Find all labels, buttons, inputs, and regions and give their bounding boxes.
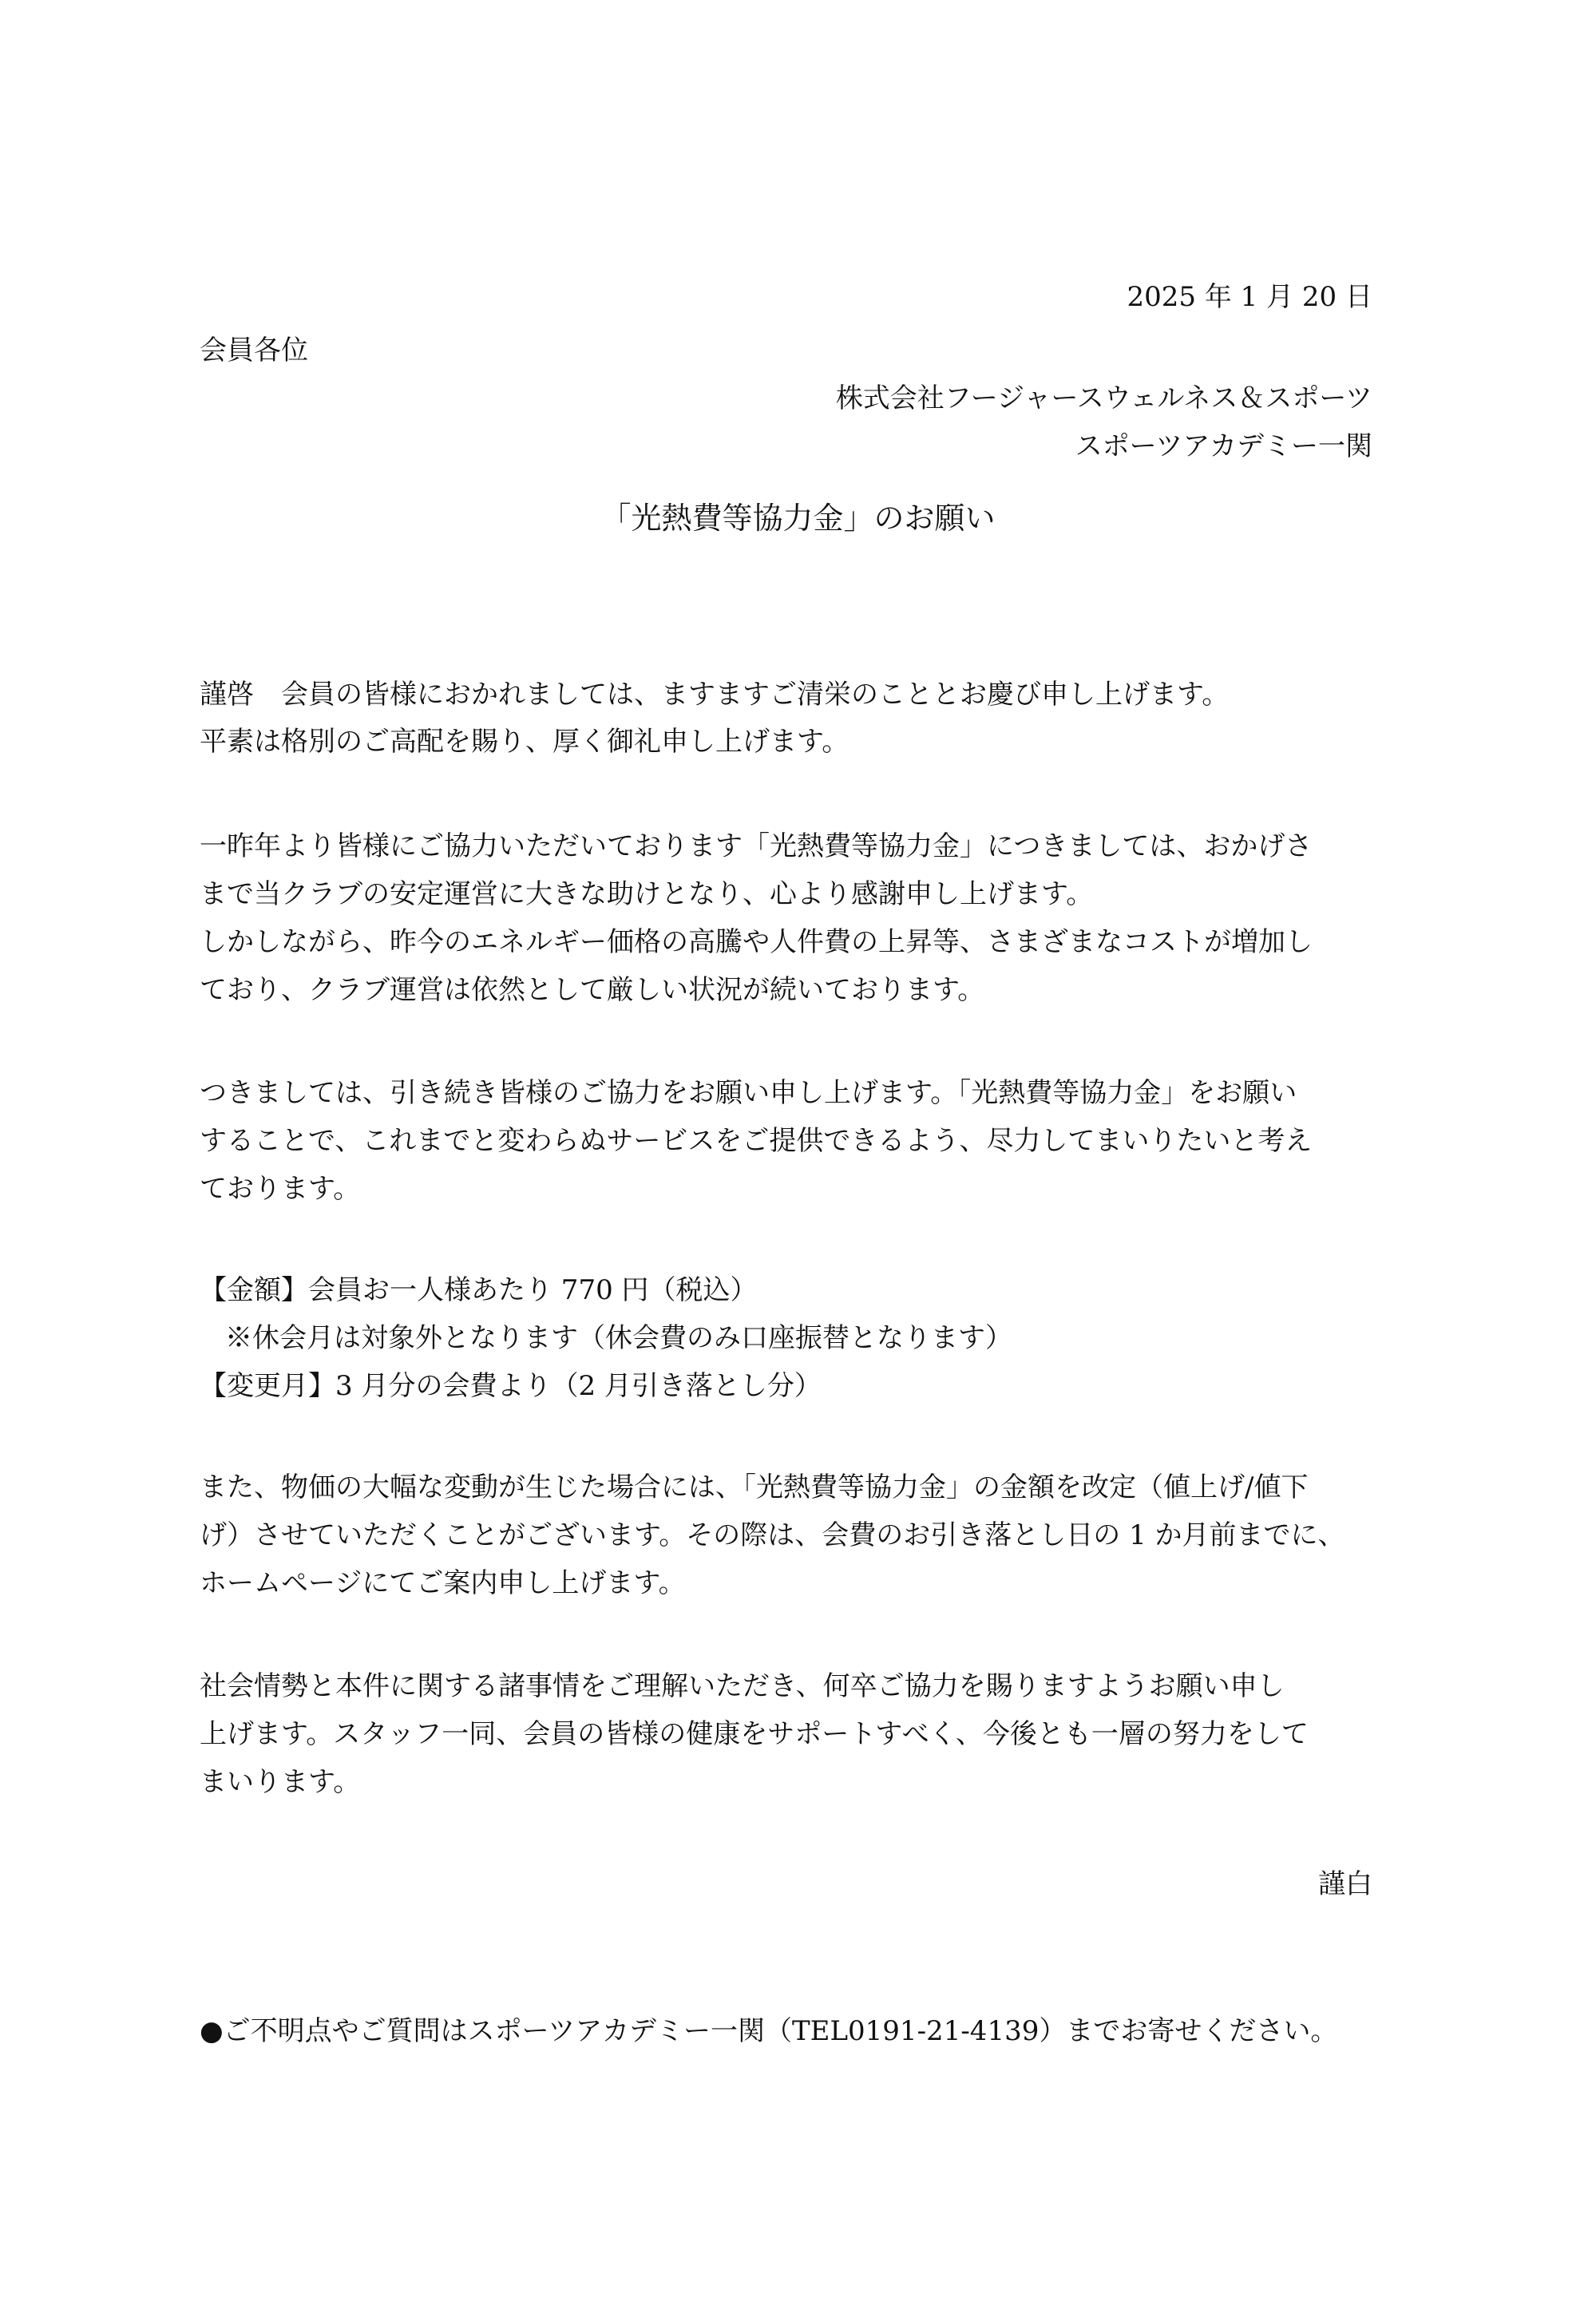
paragraph-line: つきましては、引き続き皆様のご協力をお願い申し上げます。「光熱費等協力金」をお願い	[200, 1077, 1297, 1109]
paragraph-line: しかしながら、昨今のエネルギー価格の高騰や人件費の上昇等、さまざまなコストが増加し	[200, 926, 1313, 958]
closing-word: 謹白	[1318, 1868, 1372, 1900]
paragraph-line: まで当クラブの安定運営に大きな助けとなり、心より感謝申し上げます。	[200, 878, 1094, 910]
contact-note: ●ご不明点やご質問はスポーツアカデミー一関（TEL0191-21-4139）までお寄せください。	[200, 2015, 1338, 2047]
paragraph-line: ホームページにてご案内申し上げます。	[200, 1567, 686, 1599]
suspension-note: ※休会月は対象外となります（休会費のみ口座振替となります）	[225, 1322, 1012, 1354]
paragraph-line: することで、これまでと変わらぬサービスをご提供できるよう、尽力してまいりたいと考え	[200, 1125, 1313, 1157]
paragraph-line: 一昨年より皆様にご協力いただいております「光熱費等協力金」につきましては、おかげさ	[200, 830, 1313, 862]
amount-line: 【金額】会員お一人様あたり 770 円（税込）	[200, 1274, 758, 1306]
document-title: 「光熱費等協力金」のお願い	[600, 501, 996, 536]
greeting-line: 謹啓 会員の皆様におかれましては、ますますご清栄のこととお慶び申し上げます。	[200, 679, 1230, 711]
paragraph-line: 社会情勢と本件に関する諸事情をご理解いただき、何卒ご協力を賜りますようお願い申し	[200, 1670, 1285, 1702]
paragraph-line: また、物価の大幅な変動が生じた場合には、「光熱費等協力金」の金額を改定（値上げ/値下	[200, 1471, 1309, 1503]
sender-company: 株式会社フージャースウェルネス＆スポーツ	[835, 382, 1372, 414]
letter-date: 2025 年 1 月 20 日	[1127, 281, 1372, 313]
paragraph-line: げ）させていただくことがございます。その際は、会費のお引き落とし日の 1 か月前までに、	[200, 1519, 1345, 1551]
paragraph-line: まいります。	[200, 1766, 361, 1798]
greeting-line: 平素は格別のご高配を賜り、厚く御礼申し上げます。	[200, 726, 849, 758]
recipient: 会員各位	[200, 335, 308, 366]
paragraph-line: 上げます。スタッフ一同、会員の皆様の健康をサポートすべく、今後とも一層の努力をして	[200, 1718, 1309, 1750]
paragraph-line: ております。	[200, 1173, 361, 1205]
paragraph-line: ており、クラブ運営は依然として厳しい状況が続いております。	[200, 974, 985, 1006]
change-month-line: 【変更月】3 月分の会費より（2 月引き落とし分）	[200, 1370, 822, 1402]
sender-facility: スポーツアカデミー一関	[1075, 430, 1372, 462]
